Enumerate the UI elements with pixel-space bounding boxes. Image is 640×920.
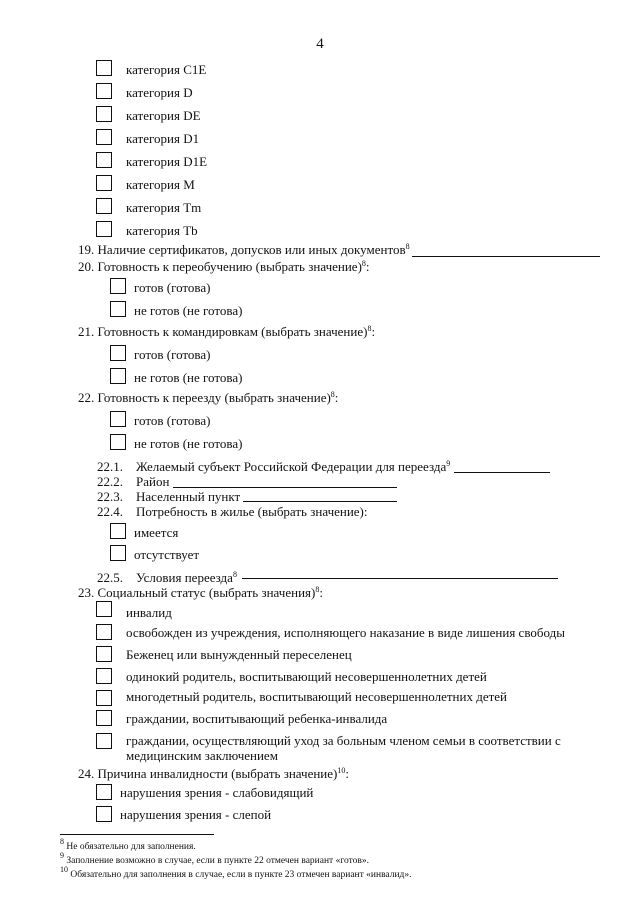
checkbox-category-de[interactable] bbox=[96, 106, 112, 122]
footnote: $^{10}$ Обязательно для заполнения в случае, если в пункте 23 отмечен вариант «инвалид». bbox=[60, 865, 412, 880]
checkbox-housing-absent[interactable] bbox=[110, 545, 126, 561]
q23-label: 23. Социальный статус (выбрать значения)$^8$: bbox=[78, 585, 323, 600]
q22-2-input-line[interactable] bbox=[173, 487, 397, 488]
q20-label: 20. Готовность к переобучению (выбрать значение)$^8$: bbox=[78, 259, 370, 274]
checkbox-status-large-family[interactable] bbox=[96, 690, 112, 706]
q21-option-label: готов (готова) bbox=[134, 347, 211, 362]
checkbox-q20-ready[interactable] bbox=[110, 278, 126, 294]
q21-label: 21. Готовность к командировкам (выбрать значение)$^8$: bbox=[78, 324, 376, 339]
checkbox-category-d1[interactable] bbox=[96, 129, 112, 145]
q22-4-label: Потребность в жилье (выбрать значение): bbox=[136, 504, 368, 519]
q20-option-label: готов (готова) bbox=[134, 280, 211, 295]
footnote: $^8$ Не обязательно для заполнения. bbox=[60, 837, 196, 852]
checkbox-blind[interactable] bbox=[96, 806, 112, 822]
footnote-mark: 10 bbox=[60, 865, 68, 874]
category-label: категория D1E bbox=[126, 154, 208, 169]
q20-option-label: не готов (не готова) bbox=[134, 303, 243, 318]
checkbox-status-single-parent[interactable] bbox=[96, 668, 112, 684]
checkbox-status-refugee[interactable] bbox=[96, 646, 112, 662]
checkbox-category-d1e[interactable] bbox=[96, 152, 112, 168]
q22-3-input-line[interactable] bbox=[243, 501, 397, 502]
footnote: $^9$ Заполнение возможно в случае, если в пункте 22 отмечен вариант «готов». bbox=[60, 851, 369, 866]
q22-option-label: не готов (не готова) bbox=[134, 436, 243, 451]
q23-option-label: инвалид bbox=[126, 605, 172, 620]
footnote-ref: 8 bbox=[367, 324, 372, 333]
q22-4-option-label: имеется bbox=[134, 525, 179, 540]
q22-2-number: 22.2. bbox=[97, 474, 123, 489]
q22-1-label: Желаемый субъект Российской Федерации для переезда$^9$ bbox=[136, 459, 451, 474]
checkbox-q22-not-ready[interactable] bbox=[110, 434, 126, 450]
checkbox-q20-not-ready[interactable] bbox=[110, 301, 126, 317]
q24-option-label: нарушения зрения - слабовидящий bbox=[120, 785, 314, 800]
checkbox-category-tb[interactable] bbox=[96, 221, 112, 237]
q22-2-label: Район bbox=[136, 474, 170, 489]
category-label: категория D bbox=[126, 85, 193, 100]
checkbox-status-released[interactable] bbox=[96, 624, 112, 640]
q22-3-label: Населенный пункт bbox=[136, 489, 241, 504]
q22-5-number: 22.5. bbox=[97, 570, 123, 585]
q22-5-input-line[interactable] bbox=[242, 578, 558, 579]
q24-option-label: нарушения зрения - слепой bbox=[120, 807, 272, 822]
q23-option-label: Беженец или вынужденный переселенец bbox=[126, 647, 352, 662]
checkbox-q21-ready[interactable] bbox=[110, 345, 126, 361]
q22-option-label: готов (готова) bbox=[134, 413, 211, 428]
q19-label: 19. Наличие сертификатов, допусков или иных документов$^8$ bbox=[78, 242, 410, 257]
checkbox-visually-impaired[interactable] bbox=[96, 784, 112, 800]
q22-5-label: Условия переезда$^8$ bbox=[136, 570, 237, 585]
q19-input-line[interactable] bbox=[412, 256, 600, 257]
footnote-ref: 9 bbox=[446, 459, 451, 468]
q23-option-label: граждании, осуществляющий уход за больным членом семьи в соответствии с медицинским заключением bbox=[126, 733, 561, 763]
category-label: категория M bbox=[126, 177, 195, 192]
q23-option-label: освобожден из учреждения, исполняющего наказание в виде лишения свободы bbox=[126, 625, 565, 640]
category-label: категория DE bbox=[126, 108, 201, 123]
checkbox-q22-ready[interactable] bbox=[110, 411, 126, 427]
checkbox-category-tm[interactable] bbox=[96, 198, 112, 214]
footnote-ref: 8 bbox=[330, 390, 335, 399]
footnote-separator bbox=[60, 834, 214, 835]
checkbox-housing-present[interactable] bbox=[110, 523, 126, 539]
footnote-mark: 8 bbox=[60, 837, 64, 846]
q22-1-number: 22.1. bbox=[97, 459, 123, 474]
checkbox-status-disabled-child[interactable] bbox=[96, 710, 112, 726]
footnote-ref: 8 bbox=[405, 242, 410, 251]
checkbox-category-d[interactable] bbox=[96, 83, 112, 99]
footnote-ref: 8 bbox=[315, 585, 320, 594]
category-label: категория Tm bbox=[126, 200, 202, 215]
category-label: категория C1E bbox=[126, 62, 207, 77]
checkbox-status-caregiver[interactable] bbox=[96, 733, 112, 749]
checkbox-category-m[interactable] bbox=[96, 175, 112, 191]
footnote-ref: 8 bbox=[361, 259, 366, 268]
q24-label: 24. Причина инвалидности (выбрать значение)$^{10}$: bbox=[78, 766, 349, 781]
q22-1-input-line[interactable] bbox=[454, 472, 550, 473]
q22-label: 22. Готовность к переезду (выбрать значение)$^8$: bbox=[78, 390, 339, 405]
q22-4-option-label: отсутствует bbox=[134, 547, 200, 562]
category-label: категория D1 bbox=[126, 131, 200, 146]
checkbox-category-c1e[interactable] bbox=[96, 60, 112, 76]
q23-option-label: граждании, воспитывающий ребенка-инвалида bbox=[126, 711, 388, 726]
category-label: категория Tb bbox=[126, 223, 198, 238]
q23-option-label: одинокий родитель, воспитывающий несовершеннолетних детей bbox=[126, 669, 487, 684]
checkbox-status-disabled[interactable] bbox=[96, 601, 112, 617]
footnote-ref: 8 bbox=[232, 570, 237, 579]
footnote-ref: 10 bbox=[337, 766, 346, 775]
q23-option-label: многодетный родитель, воспитывающий несовершеннолетних детей bbox=[126, 689, 508, 704]
checkbox-q21-not-ready[interactable] bbox=[110, 368, 126, 384]
q22-4-number: 22.4. bbox=[97, 504, 123, 519]
q22-3-number: 22.3. bbox=[97, 489, 123, 504]
q21-option-label: не готов (не готова) bbox=[134, 370, 243, 385]
footnote-mark: 9 bbox=[60, 851, 64, 860]
page-number: 4 bbox=[316, 36, 324, 52]
